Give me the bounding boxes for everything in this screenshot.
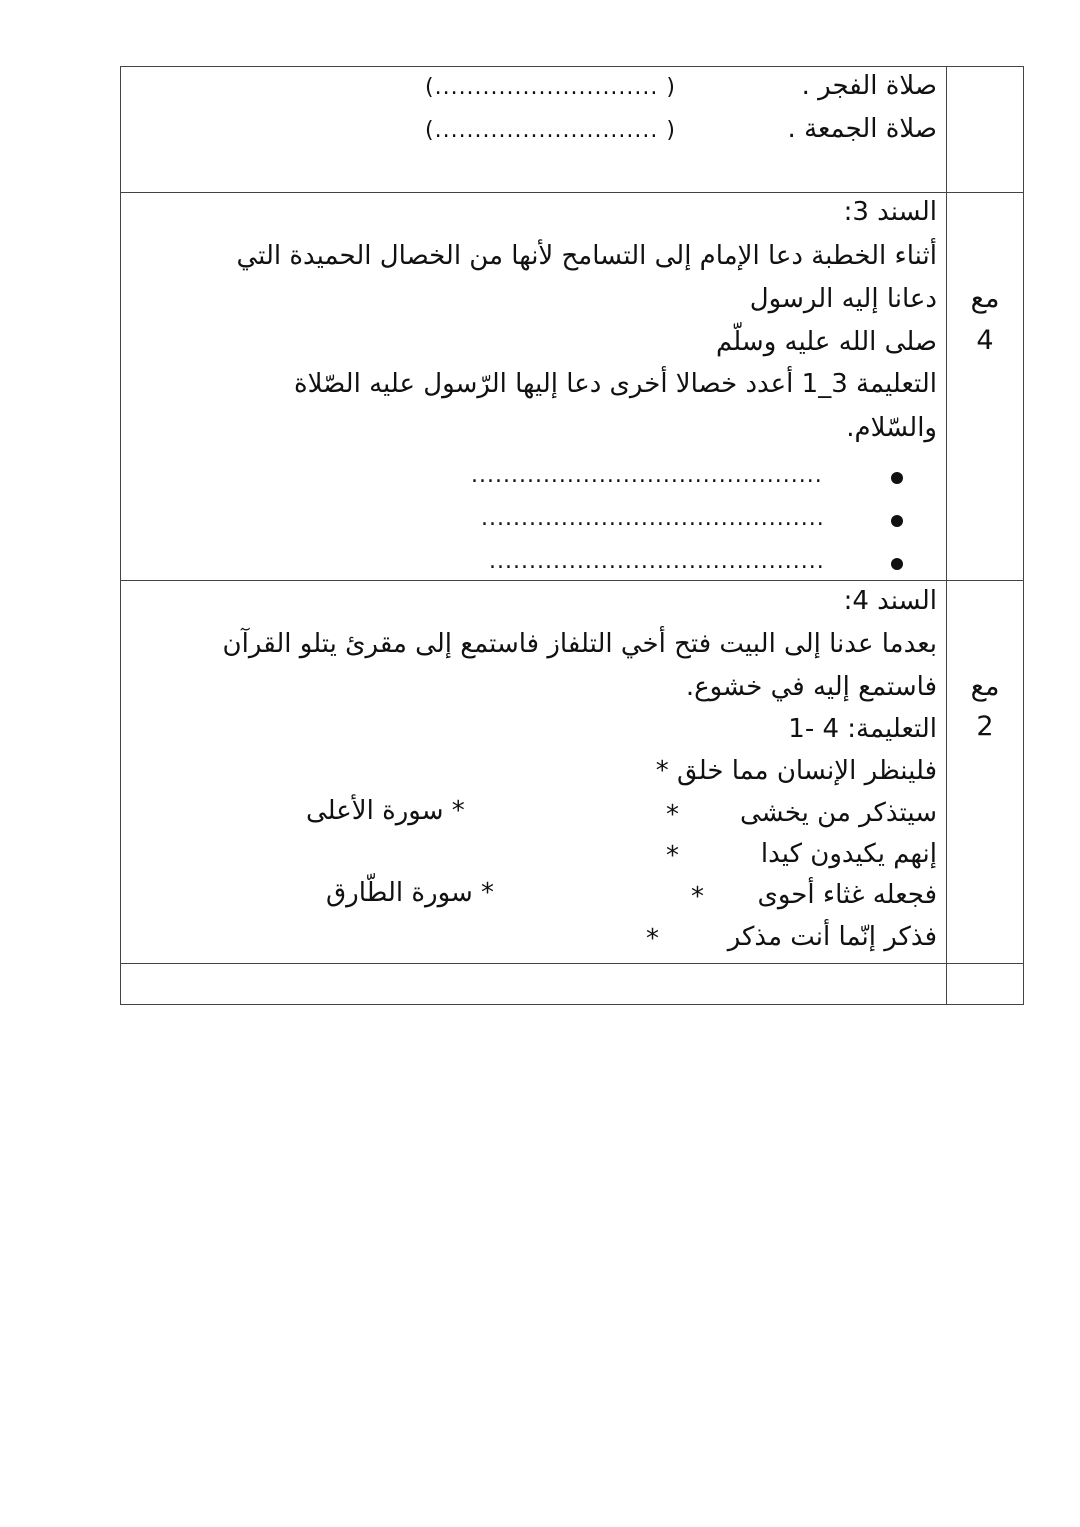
sanad-heading: السند 4:: [843, 586, 937, 616]
side-score: 2: [976, 711, 994, 742]
blank-answer-1[interactable]: (............................ ): [425, 75, 676, 100]
verse-line: إنهم يكيدون كيدا: [760, 839, 937, 869]
match-star: *: [666, 841, 679, 871]
text-line: أثناء الخطبة دعا الإمام إلى التسامح لأنها من الخصال الحميدة التي: [236, 241, 937, 271]
text-line: دعانا إليه الرسول: [749, 284, 937, 314]
bullet-icon: [891, 558, 903, 570]
row-side-cell: [946, 67, 1023, 192]
match-star: *: [691, 882, 704, 912]
row-side-cell: [946, 581, 1023, 963]
row-side-cell: [946, 964, 1023, 1004]
verse-line: فذكر إنّما أنت مذكر: [727, 922, 937, 952]
bullet-icon: [891, 472, 903, 484]
row-main-cell: [121, 67, 946, 192]
answer-line[interactable]: ..........................................: [489, 549, 825, 574]
row-main-cell: [121, 964, 946, 1004]
prayer-fajr: صلاة الفجر .: [801, 71, 937, 101]
surah-label: * سورة الأعلى: [306, 796, 465, 826]
row-prayers: [121, 67, 1023, 193]
match-star: *: [646, 924, 659, 954]
row-main-cell: [121, 193, 946, 580]
side-score: 4: [976, 325, 994, 356]
row-side-cell: [946, 193, 1023, 580]
prayer-jumua: صلاة الجمعة .: [787, 114, 937, 144]
answer-line[interactable]: ...........................................: [481, 506, 825, 531]
row-empty: [121, 964, 1023, 1004]
text-line: والسّلام.: [846, 413, 937, 443]
text-line: صلى الله عليه وسلّم: [716, 327, 937, 357]
row-sanad-4: [121, 581, 1023, 964]
verse-line: سيتذكر من يخشى: [740, 798, 937, 828]
row-sanad-3: [121, 193, 1023, 581]
side-label: مع: [970, 283, 1000, 314]
side-label: مع: [970, 671, 1000, 702]
surah-label: * سورة الطّارق: [326, 878, 495, 908]
instruction-line: التعليمة: 4 -1: [788, 714, 937, 744]
blank-answer-2[interactable]: (............................ ): [425, 118, 676, 143]
sanad-heading: السند 3:: [843, 197, 937, 227]
text-line: بعدما عدنا إلى البيت فتح أخي التلفاز فاستمع إلى مقرئ يتلو القرآن: [222, 629, 937, 659]
bullet-icon: [891, 515, 903, 527]
match-star: *: [666, 800, 679, 830]
row-main-cell: [121, 581, 946, 963]
answer-line[interactable]: ............................................: [471, 463, 823, 488]
verse-line: فجعله غثاء أحوى: [757, 880, 937, 910]
text-line: فاستمع إليه في خشوع.: [685, 672, 937, 702]
worksheet-table: [120, 66, 1024, 1005]
verse-line: فلينظر الإنسان مما خلق *: [655, 756, 937, 786]
instruction-line: التعليمة 3_1 أعدد خصالا أخرى دعا إليها الرّسول عليه الصّلاة: [293, 369, 937, 399]
